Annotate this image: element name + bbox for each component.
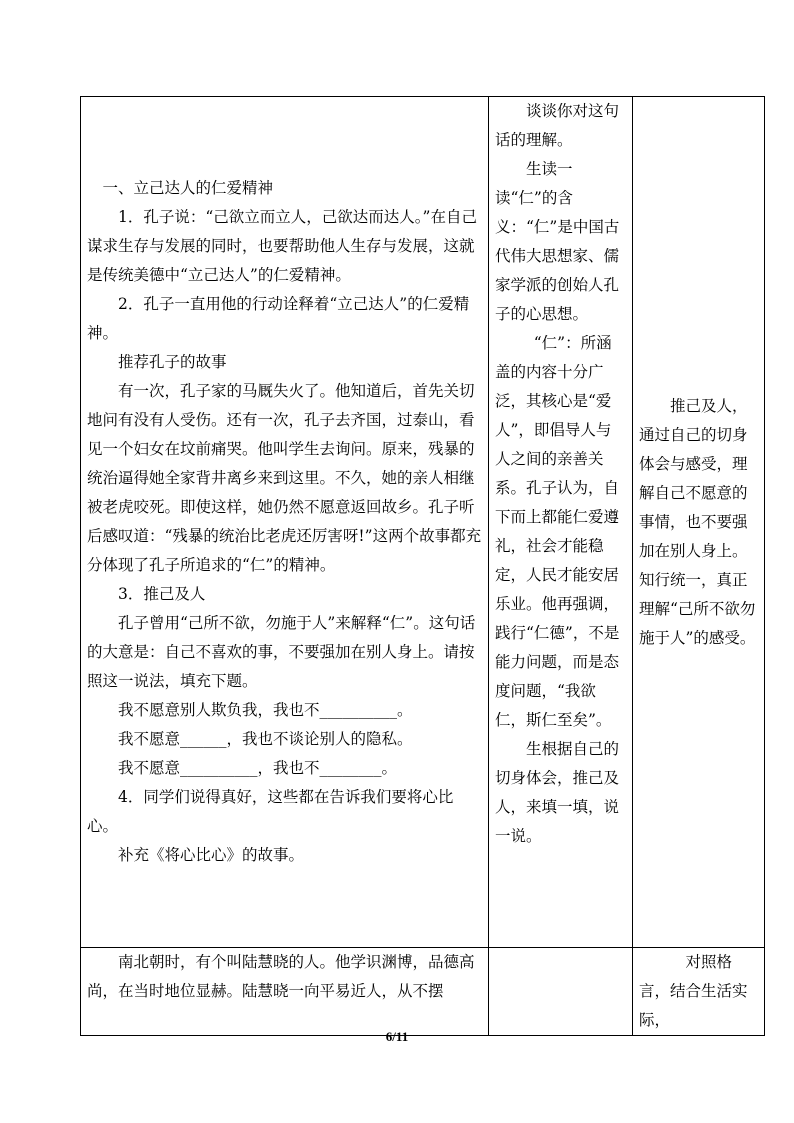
teaching-content-cell: [81, 948, 489, 1036]
paragraph: 4．同学们说得真好，这些都在告诉我们要将心比心。: [87, 788, 454, 835]
table-row: [81, 97, 765, 948]
paragraph: 推荐孔子的故事: [118, 353, 227, 371]
page-number: 6/11: [385, 1029, 409, 1044]
paragraph: 孔子曾用“己所不欲，勿施于人”来解释“仁”。这句话的大意是：自己不喜欢的事，不要强加在别人身上。请按照这一说法，填充下题。: [87, 614, 476, 690]
fill-blank-line: 我不愿意__________，我也不________。: [118, 759, 398, 777]
intent-text: 对照格言，结合生活实际，: [639, 953, 748, 1029]
activity-text: 生根据自己的切身体会，推己及人，来填一填，说一说。: [495, 740, 620, 845]
paragraph: 1．孔子说：“己欲立而立人，己欲达而达人。”在自己谋求生存与发展的同时，也要帮助他人生存与发展，这就是传统美德中“立己达人”的仁爱精神。: [87, 208, 477, 284]
table-row: [81, 948, 765, 1036]
activity-text: “仁”：所涵盖的内容十分广泛，其核心是“爱人”，即倡导人与人之间的亲善关系。孔子认为，自下而上都能仁爱遵礼，社会才能稳定，人民才能安居乐业。他再强调，践行“仁德”，不是能力问题，而是态度问题，“我欲仁，斯仁至矣”。: [495, 334, 620, 729]
design-intent-cell: [633, 97, 765, 948]
activity-text: 谈谈你对这句话的理解。: [495, 102, 620, 149]
student-activity-cell: [489, 948, 633, 1036]
fill-blank-line: 我不愿意别人欺负我，我也不__________。: [118, 701, 413, 719]
lesson-plan-table: [80, 96, 765, 1036]
fill-blank-line: 我不愿意______，我也不谈论别人的隐私。: [118, 730, 413, 748]
activity-text: 生读一读“仁”的含义：“仁”是中国古代伟大思想家、儒家学派的创始人孔子的心思想。: [495, 160, 620, 323]
section-title: 一、立己达人的仁爱精神: [102, 179, 274, 197]
paragraph: 有一次，孔子家的马厩失火了。他知道后，首先关切地问有没有人受伤。还有一次，孔子去齐国，过泰山，看见一个妇女在坟前痛哭。他叫学生去询问。原来，残暴的统治逼得她全家背井离乡来到这里。不久，她的亲人相继被老虎咬死。即使这样，她仍然不愿意返回故乡。孔子听后感叹道：“残暴的统治比老虎还厉害呀!”这两个故事都充分体现了孔子所追求的“仁”的精神。: [87, 382, 482, 574]
paragraph: 2．孔子一直用他的行动诠释着“立己达人”的仁爱精神。: [87, 295, 470, 342]
design-intent-cell: [633, 948, 765, 1036]
teaching-content-cell: [81, 97, 489, 948]
paragraph: 补充《将心比心》的故事。: [118, 846, 305, 864]
student-activity-cell: [489, 97, 633, 948]
paragraph: 3．推己及人: [118, 585, 206, 603]
paragraph: 南北朝时，有个叫陆慧晓的人。他学识渊博，品德高尚，在当时地位显赫。陆慧晓一向平易近人，从不摆: [87, 953, 475, 1000]
intent-text: 推己及人，通过自己的切身体会与感受，理解自己不愿意的事情，也不要强加在别人身上。知行统一，真正理解“己所不欲勿施于人”的感受。: [639, 396, 756, 647]
lesson-plan-table-wrapper: [80, 96, 764, 1036]
